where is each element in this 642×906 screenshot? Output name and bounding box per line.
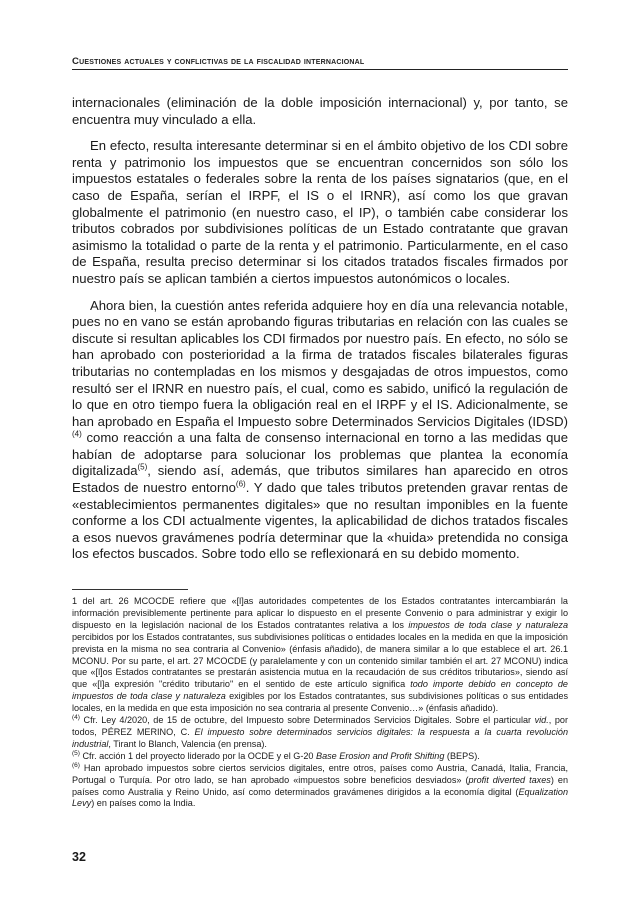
- paragraph-continuation: internacionales (eliminación de la doble imposición internacional) y, por tanto, se encuentra muy vinculado a ella.: [72, 95, 568, 127]
- footnote-text: 1 del art. 26 MCOCDE refiere que «[l]as autoridades competentes de los Estados contratantes intercambiarán la información previsiblemente pertinente para aplicar lo dispuesto en el presente Convenio o para administrar y exigir lo dispuesto en la legislación nacional de los Estados contratantes relativa a los: [72, 596, 568, 630]
- footnote-emphasis: impuestos de toda clase y naturaleza: [408, 619, 569, 630]
- footnote-number: (5): [72, 749, 80, 757]
- footnote-emphasis: El impuesto sobre determinados servicios digitales: la respuesta a la cuarta revolución industrial: [72, 726, 568, 749]
- footnote-separator: [72, 589, 188, 590]
- footnote-number: (4): [72, 714, 80, 722]
- footnote-text: , por todos, PÉREZ MERINO, C.: [72, 715, 568, 737]
- footnote-3-continuation: [72, 596, 568, 715]
- footnotes: [72, 596, 568, 810]
- footnote-emphasis: Base Erosion and Profit Shifting: [316, 750, 445, 761]
- footnote-text: Han aprobado impuestos sobre ciertos servicios digitales, entre otros, países como Austria, Canadá, Italia, Francia, Portugal o Turquía. Por otro lado, se han aprobado «impuestos sobre beneficios desviados» (: [72, 762, 568, 785]
- footnote-emphasis: profit diverted taxes: [468, 774, 551, 785]
- footnote-ref-4[interactable]: (4): [72, 429, 82, 439]
- footnote-emphasis: Equalization Levy: [72, 786, 568, 809]
- footnote-ref-5[interactable]: (5): [137, 463, 148, 473]
- footnote-text: (BEPS).: [444, 750, 480, 761]
- footnote-text: Cfr. Ley 4/2020, de 15 de octubre, del Impuesto sobre Determinados Servicios Digitales. Sobre el particular: [79, 715, 535, 726]
- paragraph-text: como reacción a una falta de consenso internacional en torno a las medidas que habían de adoptarse para solucionar los problemas que plantea la economía digitalizada: [72, 430, 568, 479]
- footnote-number: (6): [72, 761, 80, 769]
- paragraph-text: . Y dado que tales tributos pretenden gravar rentas de «establecimientos permanentes digitales» que no resultan imponibles en la fuente conforme a los CDI actualmente vigentes, la aplicabilidad de dichos tratados fiscales a esos nuevos gravámenes podría determinar que la «huida» pretendida no consiga los efectos buscados. Sobre todo ello se reflexionará en su debido momento.: [72, 480, 568, 562]
- paragraph-text: Ahora bien, la cuestión antes referida adquiere hoy en día una relevancia notable, pues no en vano se están aprobando figuras tributarias en relación con las cuales se discute si resultan aplicables los CDI firmados por nuestro país. En efecto, no sólo se han aprobado con posterioridad a la firma de tratados fiscales bilaterales figuras tributarias no contempladas en los mismos y desgajadas de otros impuestos, como resultó ser el IRNR en nuestro país, el cual, como es sabido, unificó la regulación de lo que en otro tiempo fuera la obligación real en el IRPF y el IS. Adicionalmente, se han aprobado en España el Impuesto sobre Determinados Servicios Digitales (IDSD): [72, 297, 568, 429]
- footnote-ref-6[interactable]: (6): [235, 479, 246, 489]
- footnote-text: Cfr. acción 1 del proyecto liderado por la OCDE y el G-20: [79, 750, 316, 761]
- running-header: Cuestiones actuales y conflictivas de la fiscalidad internacional: [72, 56, 365, 67]
- header-rule: [72, 69, 568, 70]
- footnote-emphasis: vid.: [534, 715, 549, 726]
- paragraph: En efecto, resulta interesante determinar si en el ámbito objetivo de los CDI sobre renta y patrimonio los impuestos que se encuentran concernidos son sólo los impuestos estatales o federales sobre la renta de los países signatarios (que, en el caso de España, serían el IRPF, el IS o el IRNR), así como los que gravan globalmente el patrimonio (en nuestro caso, el IP), o también cabe considerar los tributos cobrados por subdivisiones políticas de un Estado contratante que gravan asimismo la totalidad o parte de la renta y el patrimonio. Particularmente, en el caso de España, resulta preciso determinar si los citados tratados fiscales firmados por nuestro país se aplican también a ciertos impuestos autonómicos o locales.: [72, 138, 568, 286]
- footnote-emphasis: todo importe debido en concepto de impuestos de toda clase y naturaleza: [72, 679, 568, 702]
- footnote-text: percibidos por los Estados contratantes, sus subdivisiones políticas o entidades locales en la medida en que la imposición prevista en la misma no sea contraria al Convenio» (énfasis añadido), de manera similar a lo que establece el art. 26.1 MCONU. Por su parte, el art. 27 MCOCDE (y paralelamente y con un contenido similar también el art. 27 MCONU) indica que «[l]os Estados contratantes se prestarán asistencia mutua en la recaudación de sus créditos tributarios», siendo así que «[l]a expresión "crédito tributario" en el sentido de este artículo significa: [72, 631, 568, 690]
- body-text: [72, 95, 568, 573]
- paragraph: [72, 298, 568, 564]
- footnote-text: , Tirant lo Blanch, Valencia (en prensa).: [108, 738, 267, 749]
- footnote-6: [72, 763, 568, 811]
- footnote-text: ) en países como Australia y Reino Unido, así como determinados gravámenes dirigidos a la economía digital (: [72, 774, 569, 797]
- footnote-5: [72, 751, 568, 763]
- paragraph-text: , siendo así, además, que tributos similares han aparecido en otros Estados de nuestro entorno: [72, 463, 568, 496]
- footnote-4: [72, 715, 568, 751]
- page-number: 32: [72, 850, 86, 864]
- footnote-text: exigibles por los Estados contratantes, sus subdivisiones políticas o sus entidades locales, en la medida en que esta imposición no sea contraria al presente Convenio…» (énfasis añadido).: [72, 691, 568, 714]
- footnote-text: ) en países como la India.: [91, 798, 196, 809]
